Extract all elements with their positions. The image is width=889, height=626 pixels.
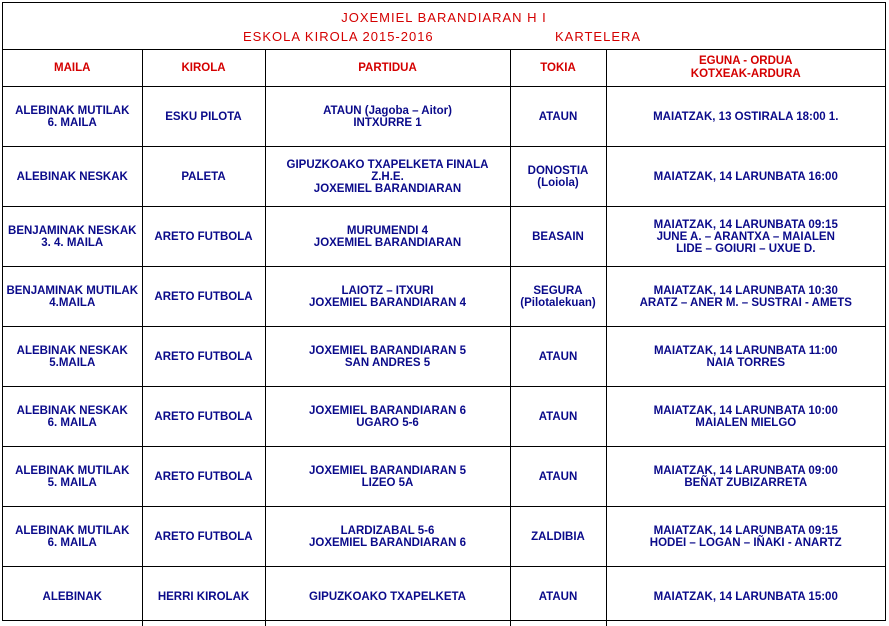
eguna-ordua-cell: MAIATZAK, 14 LARUNBATA 15:00 [606,567,885,626]
eguna-ordua-cell: MAIATZAK, 13 OSTIRALA 18:00 1. [606,87,885,147]
table-row [3,147,885,207]
partidua-cell: JOXEMIEL BARANDIARAN 5 LIZEO 5A [265,447,510,507]
table-row [3,267,885,327]
table-row [3,387,885,447]
title-block [3,3,885,50]
tokia-cell: ATAUN [510,447,606,507]
partidua-cell: MURUMENDI 4 JOXEMIEL BARANDIARAN [265,207,510,267]
eguna-ordua-cell: MAIATZAK, 14 LARUNBATA 09:00 BEÑAT ZUBIZARRETA [606,447,885,507]
maila-cell: ALEBINAK NESKAK 6. MAILA [3,387,142,447]
tokia-cell: SEGURA (Pilotalekuan) [510,267,606,327]
table-row [3,207,885,267]
kirola-cell: ARETO FUTBOLA [142,387,265,447]
kirola-cell: ARETO FUTBOLA [142,267,265,327]
kirola-cell: ARETO FUTBOLA [142,447,265,507]
schedule-sheet [2,2,886,621]
maila-cell: ALEBINAK [3,567,142,626]
eguna-ordua-cell: MAIATZAK, 14 LARUNBATA 09:15 JUNE A. – ARANTXA – MAIALEN LIDE – GOIURI – UXUE D. [606,207,885,267]
eguna-ordua-cell: MAIATZAK, 14 LARUNBATA 11:00 NAIA TORRES [606,327,885,387]
tokia-cell: DONOSTIA (Loiola) [510,147,606,207]
partidua-cell: LARDIZABAL 5-6 JOXEMIEL BARANDIARAN 6 [265,507,510,567]
tokia-cell: ATAUN [510,387,606,447]
kirola-cell: ARETO FUTBOLA [142,507,265,567]
header-row [3,50,885,87]
eguna-ordua-cell: MAIATZAK, 14 LARUNBATA 10:30 ARATZ – ANER M. – SUSTRAI - AMETS [606,267,885,327]
tokia-cell: ATAUN [510,327,606,387]
partidua-cell: GIPUZKOAKO TXAPELKETA FINALA Z.H.E. JOXEMIEL BARANDIARAN [265,147,510,207]
header-eguna-ordua: EGUNA - ORDUA KOTXEAK-ARDURA [606,50,885,87]
maila-cell: ALEBINAK NESKAK 5.MAILA [3,327,142,387]
maila-cell: BENJAMINAK MUTILAK 4.MAILA [3,267,142,327]
header-kirola: KIROLA [142,50,265,87]
eguna-ordua-cell: MAIATZAK, 14 LARUNBATA 16:00 [606,147,885,207]
header-partidua: PARTIDUA [265,50,510,87]
kirola-cell: ARETO FUTBOLA [142,207,265,267]
maila-cell: ALEBINAK MUTILAK 6. MAILA [3,507,142,567]
maila-cell: ALEBINAK MUTILAK 5. MAILA [3,447,142,507]
school-title: JOXEMIEL BARANDIARAN H I [3,10,885,25]
eguna-ordua-cell: MAIATZAK, 14 LARUNBATA 09:15 HODEI – LOGAN – IÑAKI - ANARTZ [606,507,885,567]
table-row [3,507,885,567]
partidua-cell: ATAUN (Jagoba – Aitor) INTXURRE 1 [265,87,510,147]
header-maila: MAILA [3,50,142,87]
partidua-cell: GIPUZKOAKO TXAPELKETA [265,567,510,626]
kirola-cell: HERRI KIROLAK [142,567,265,626]
tokia-cell: ATAUN [510,567,606,626]
schedule-table [3,50,885,626]
table-row [3,327,885,387]
table-row [3,447,885,507]
tokia-cell: ZALDIBIA [510,507,606,567]
table-row [3,567,885,626]
kirola-cell: ESKU PILOTA [142,87,265,147]
maila-cell: BENJAMINAK NESKAK 3. 4. MAILA [3,207,142,267]
table-row [3,87,885,147]
program-title: ESKOLA KIROLA 2015-2016 [243,29,434,44]
doc-type-title: KARTELERA [555,29,641,44]
tokia-cell: ATAUN [510,87,606,147]
tokia-cell: BEASAIN [510,207,606,267]
kirola-cell: ARETO FUTBOLA [142,327,265,387]
maila-cell: ALEBINAK NESKAK [3,147,142,207]
maila-cell: ALEBINAK MUTILAK 6. MAILA [3,87,142,147]
kirola-cell: PALETA [142,147,265,207]
partidua-cell: JOXEMIEL BARANDIARAN 6 UGARO 5-6 [265,387,510,447]
header-tokia: TOKIA [510,50,606,87]
partidua-cell: LAIOTZ – ITXURI JOXEMIEL BARANDIARAN 4 [265,267,510,327]
eguna-ordua-cell: MAIATZAK, 14 LARUNBATA 10:00 MAIALEN MIELGO [606,387,885,447]
partidua-cell: JOXEMIEL BARANDIARAN 5 SAN ANDRES 5 [265,327,510,387]
